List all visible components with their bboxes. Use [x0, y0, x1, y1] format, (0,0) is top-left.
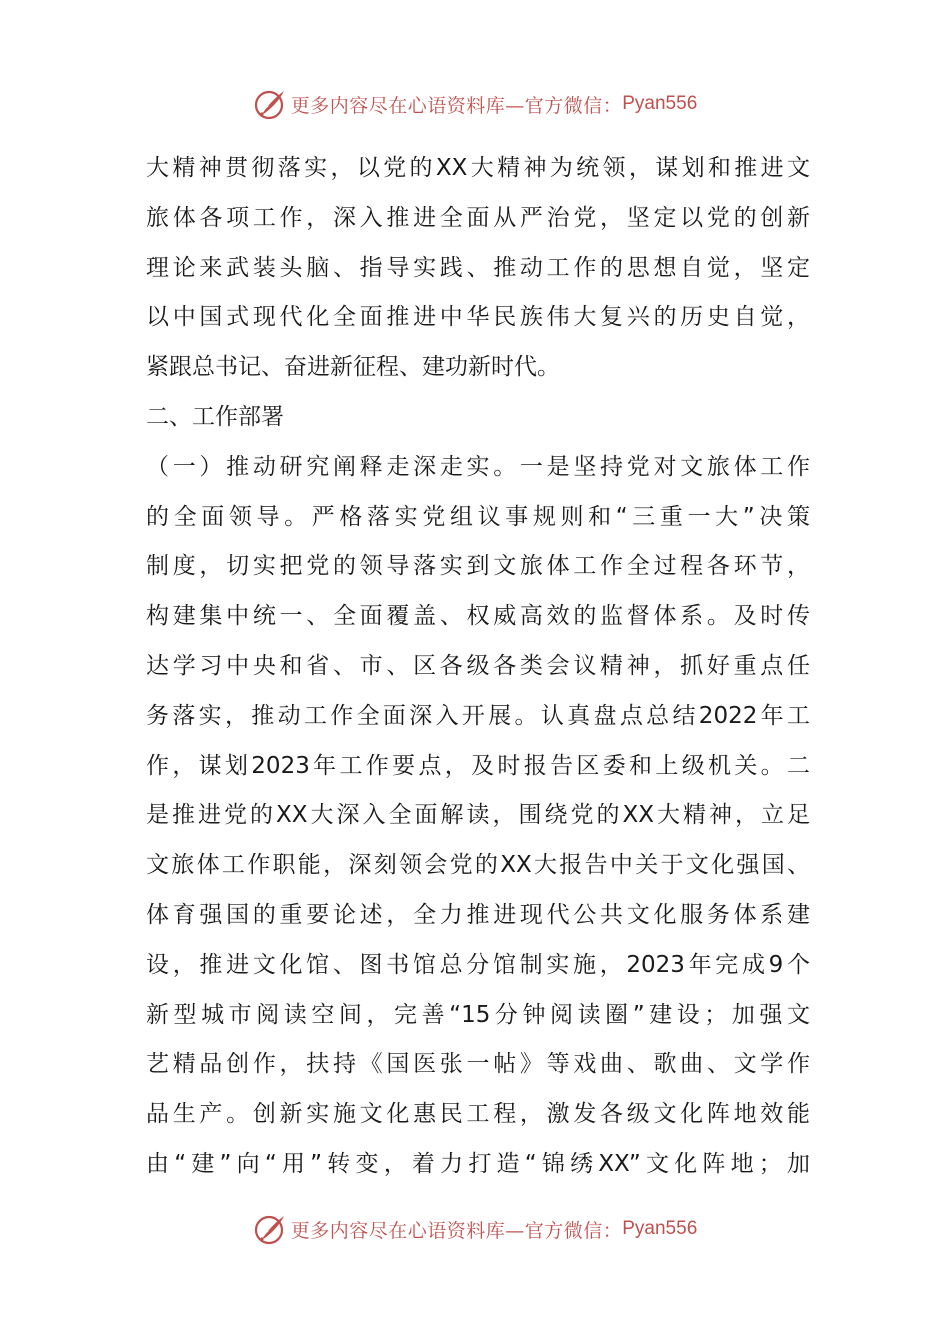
header-watermark — [0, 84, 950, 124]
body-line: 由“建”向“用”转变，着力打造“锦绣XX”文化阵地；加 — [146, 1150, 810, 1177]
body-line: 艺精品创作，扶持《国医张一帖》等戏曲、歌曲、文学作 — [146, 1051, 810, 1078]
watermark-text: 更多内容尽在心语资料库—官方微信： — [290, 1219, 623, 1242]
document-body — [146, 144, 810, 1190]
quill-logo-icon — [253, 87, 287, 121]
body-line: 以中国式现代化全面推进中华民族伟大复兴的历史自觉， — [146, 304, 810, 331]
body-line: 新型城市阅读空间，完善“15分钟阅读圈”建设；加强文 — [146, 1001, 810, 1028]
body-line: 务落实，推动工作全面深入开展。认真盘点总结2022年工 — [146, 702, 810, 729]
body-line: 体育强国的重要论述，全力推进现代公共文化服务体系建 — [146, 901, 810, 928]
body-line: （一）推动研究阐释走深走实。一是坚持党对文旅体工作 — [146, 453, 810, 480]
body-line: 达学习中央和省、市、区各级各类会议精神，抓好重点任 — [146, 652, 810, 679]
quill-logo-icon — [253, 1212, 287, 1246]
body-line: 旅体各项工作，深入推进全面从严治党，坚定以党的创新 — [146, 204, 810, 231]
body-line: 大精神贯彻落实，以党的XX大精神为统领，谋划和推进文 — [146, 155, 810, 181]
body-line: 设，推进文化馆、图书馆总分馆制实施，2023年完成9个 — [146, 951, 810, 978]
body-line: 理论来武装头脑、指导实践、推动工作的思想自觉，坚定 — [146, 254, 810, 281]
body-line: 构建集中统一、全面覆盖、权威高效的监督体系。及时传 — [146, 603, 810, 630]
body-line: 文旅体工作职能，深刻领会党的XX大报告中关于文化强国、 — [146, 852, 810, 879]
section-heading: 二、工作部署 — [146, 403, 284, 430]
watermark-text: 更多内容尽在心语资料库—官方微信： — [290, 94, 623, 117]
footer-watermark — [0, 1209, 950, 1249]
body-line: 制度，切实把党的领导落实到文旅体工作全过程各环节， — [146, 553, 810, 580]
watermark-contact: Pyan556 — [622, 1218, 698, 1239]
body-line: 品生产。创新实施文化惠民工程，激发各级文化阵地效能 — [146, 1101, 810, 1128]
body-line: 紧跟总书记、奋进新征程、建功新时代。 — [146, 354, 560, 381]
body-line: 的全面领导。严格落实党组议事规则和“三重一大”决策 — [146, 503, 810, 530]
watermark-contact: Pyan556 — [622, 93, 698, 114]
body-line: 是推进党的XX大深入全面解读，围绕党的XX大精神，立足 — [146, 802, 810, 829]
body-line: 作，谋划2023年工作要点，及时报告区委和上级机关。二 — [146, 752, 810, 779]
